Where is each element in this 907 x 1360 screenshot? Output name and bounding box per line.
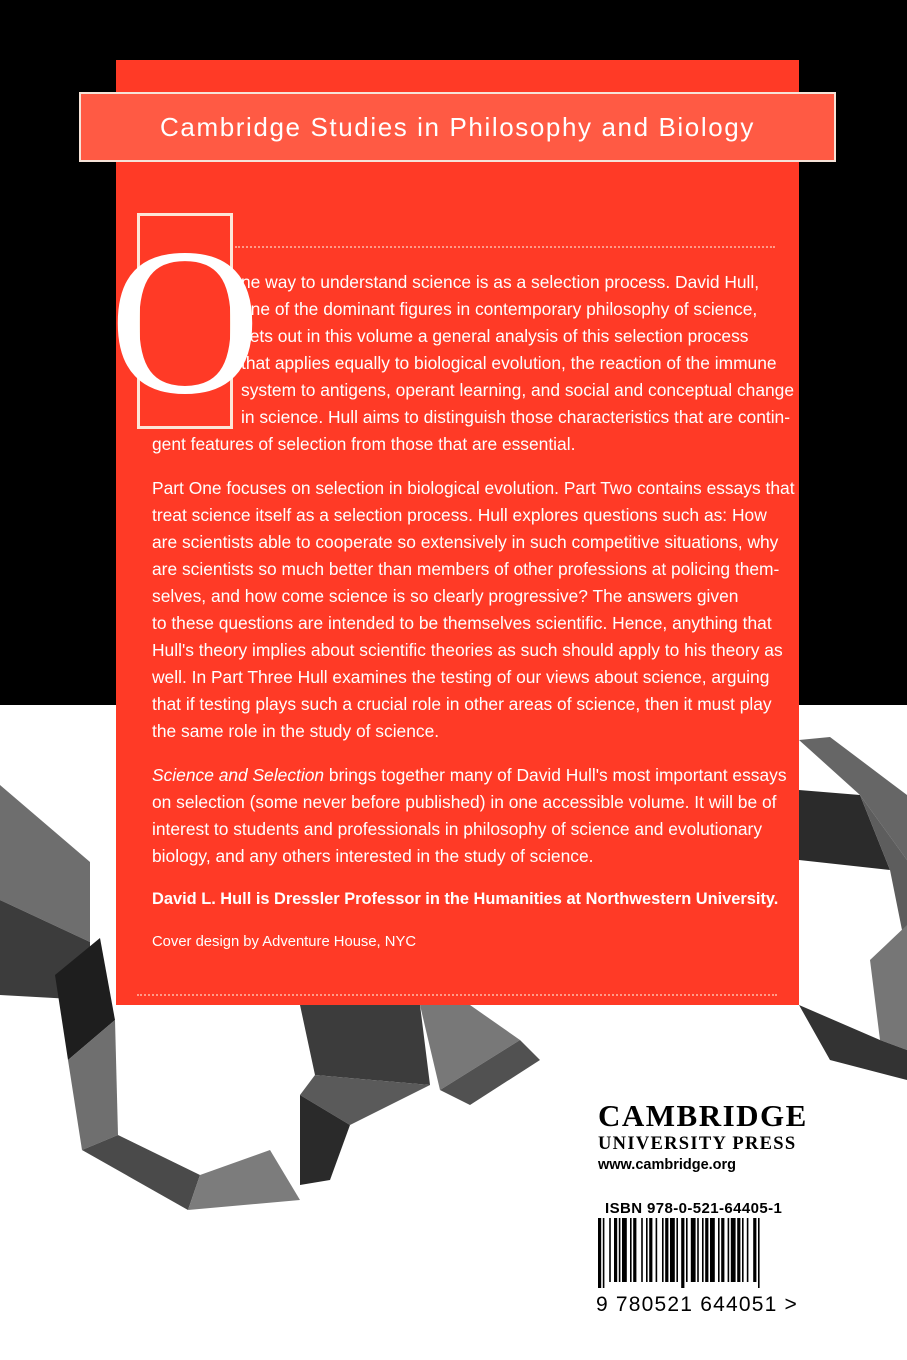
dotted-rule-top xyxy=(235,246,775,248)
paragraph2-line: Part One focuses on selection in biological evolution. Part Two contains essays that xyxy=(152,478,795,498)
publisher-url: www.cambridge.org xyxy=(598,1157,737,1173)
barcode-number: 9 780521 644051 > xyxy=(596,1293,798,1316)
paragraph3-line xyxy=(152,765,787,786)
paragraph2-line: well. In Part Three Hull examines the testing of our views about science, arguing xyxy=(152,667,770,687)
paragraph2-line: are scientists able to cooperate so extensively in such competitive situations, why xyxy=(152,532,779,552)
publisher-name: CAMBRIDGE xyxy=(598,1098,808,1133)
isbn-label: ISBN 978-0-521-64405-1 xyxy=(605,1200,783,1217)
paragraph2-line: that if testing plays such a crucial role in other areas of science, then it must play xyxy=(152,694,772,714)
paragraph1-line: sets out in this volume a general analysis of this selection process xyxy=(241,326,749,346)
paragraph1-line: ne way to understand science is as a selection process. David Hull, xyxy=(241,272,760,292)
paragraph2-line: to these questions are intended to be themselves scientific. Hence, anything that xyxy=(152,613,772,633)
author-bio: David L. Hull is Dressler Professor in the Humanities at Northwestern University. xyxy=(152,890,779,908)
publisher-subtitle: UNIVERSITY PRESS xyxy=(598,1134,797,1154)
paragraph2-line: are scientists so much better than members of other professions at policing them- xyxy=(152,559,780,579)
paragraph1-line: system to antigens, operant learning, and social and conceptual change xyxy=(241,380,795,400)
drop-cap-box xyxy=(109,206,261,438)
cover-design-credit: Cover design by Adventure House, NYC xyxy=(152,934,417,950)
paragraph1-line: that applies equally to biological evolution, the reaction of the immune xyxy=(241,353,777,373)
paragraph1-line: gent features of selection from those that are essential. xyxy=(152,434,576,454)
paragraph3-first-line-rest: brings together many of David Hull's most important essays xyxy=(324,765,787,785)
paragraph2-line: the same role in the study of science. xyxy=(152,721,440,741)
paragraph3-line: interest to students and professionals in philosophy of science and evolutionary xyxy=(152,819,763,839)
dotted-rule-bottom xyxy=(137,994,777,996)
book-title-italic: Science and Selection xyxy=(152,765,325,785)
paragraph1-line: in science. Hull aims to distinguish those characteristics that are contin- xyxy=(241,407,791,427)
series-title: Cambridge Studies in Philosophy and Biology xyxy=(160,111,755,142)
paragraph3-line: biology, and any others interested in the study of science. xyxy=(152,846,594,866)
paragraph2-line: selves, and how come science is so clearly progressive? The answers given xyxy=(152,586,739,606)
paragraph3-line: on selection (some never before published) in one accessible volume. It will be of xyxy=(152,792,777,812)
series-title-box xyxy=(79,92,836,162)
paragraph2-line: Hull's theory implies about scientific theories as such should apply to his theory as xyxy=(152,640,783,660)
paragraph1-line: one of the dominant figures in contemporary philosophy of science, xyxy=(241,299,758,319)
paragraph2-line: treat science itself as a selection process. Hull explores questions such as: How xyxy=(152,505,767,525)
barcode-image xyxy=(596,1218,816,1288)
publisher-logo-block xyxy=(598,1100,830,1173)
drop-cap-letter: O xyxy=(109,206,261,438)
